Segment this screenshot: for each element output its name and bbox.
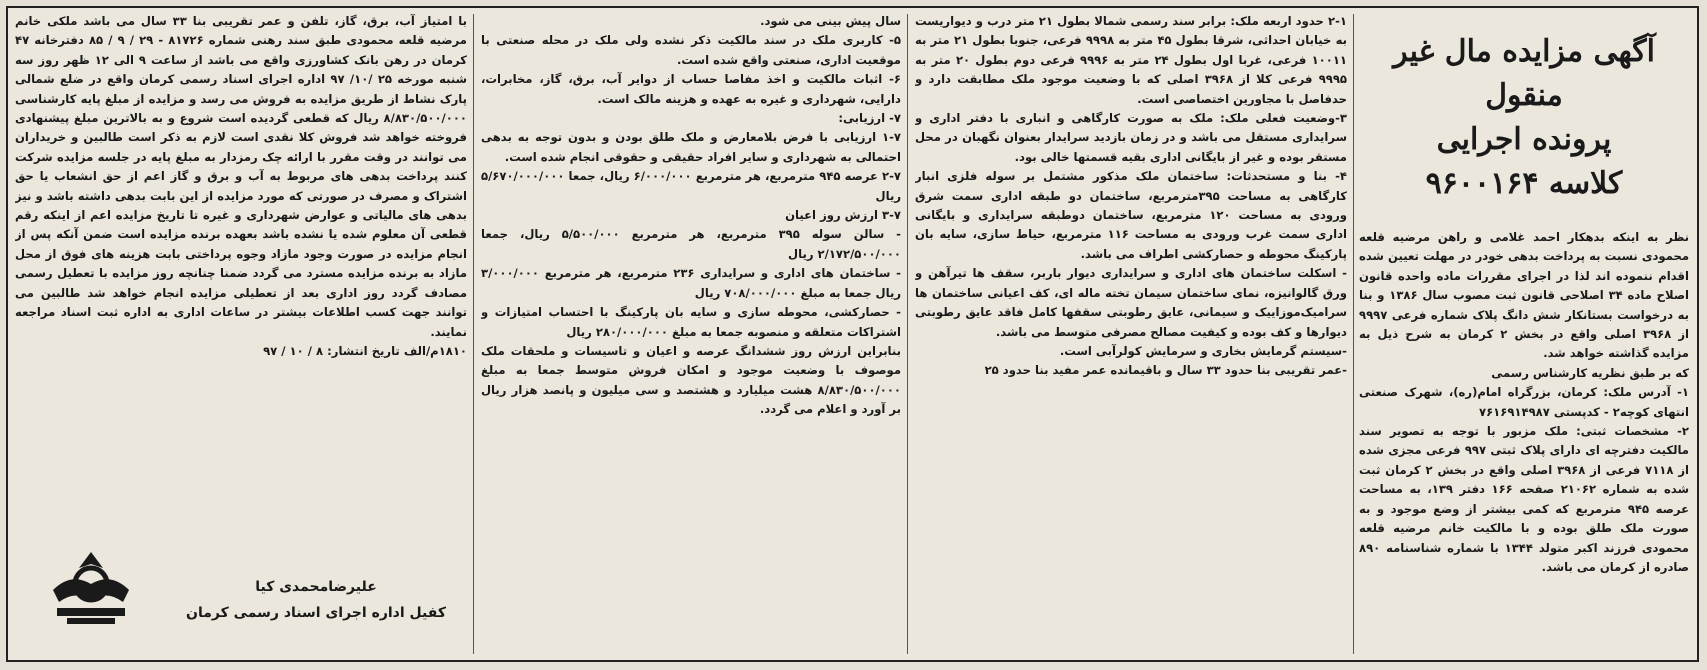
column-divider [907, 14, 908, 654]
fencing-value-paragraph: - حصارکشی، محوطه سازی و سایه بان پارکینگ با احتساب امتیازات و اشتراکات متعلقه و منصوبه جمعا به مبلغ ۲۸۰/۰۰۰/۰۰۰ ریال [481, 305, 901, 339]
heating-paragraph: -سیستم گرمایش بخاری و سرمایش کولرآبی است. [1059, 343, 1347, 358]
boundaries-paragraph: ۲-۱ حدود اربعه ملک: برابر سند رسمی شمالا بطول ۲۱ متر درب و دیواریست به خیابان احداثی، شرقا بطول ۴۵ متر به ۹۹۹۸ فرعی، جنوبا بطول ۲۱ متر به ۱۰۰۱۱ فرعی، غربا اول بطول ۲۴ متر به ۹۹۹۶ فرعی دوم بطول ۲۰ متر به ۹۹۹۵ فرعی کلا از ۳۹۶۸ اصلی که با وضعیت موجود ملک مطابقت دارد و حدفاصل با مجاورین اختصاصی است. [915, 14, 1347, 106]
land-value-paragraph: ۲-۷ عرصه ۹۴۵ مترمربع، هر مترمربع ۶/۰۰۰/۰۰۰ ریال، جمعا ۵/۶۷۰/۰۰۰/۰۰۰ ریال [481, 169, 901, 203]
intro-expert-line: که بر طبق نظریه کارشناس رسمی [1491, 365, 1689, 380]
column-left [15, 12, 467, 656]
case-number: کلاسه ۹۶۰۰۱۶۴ [1425, 166, 1623, 201]
office-value-paragraph: - ساختمان های اداری و سرایداری ۲۳۶ مترمربع، هر مترمربع ۳/۰۰۰/۰۰۰ ریال جمعا به مبلغ ۷۰۸/۰۰۰/۰۰۰ ریال [481, 266, 901, 300]
column-divider [473, 14, 474, 654]
case-label: پرونده اجرایی [1436, 122, 1612, 157]
auction-terms-paragraph: با امتیاز آب، برق، گاز، تلفن و عمر تقریبی بنا ۳۳ سال می باشد ملکی خانم مرضیه قلعه محمودی طبق سند رهنی شماره ۸۱۷۲۶ - ۲۹ / ۹ / ۸۵ دفترخانه ۴۷ کرمان در رهن بانک کشاورزی واقع می باشد از ساعت ۹ الی ۱۲ ظهر روز سه شنبه مورخه ۲۵ /۱۰/ ۹۷ اداره اجرای اسناد رسمی کرمان واقع در ضلع شمالی پارک نشاط از طریق مزایده به فروش می رسد و مزایده از مبلغ پایه کارشناسی ۸/۸۳۰/۵۰۰/۰۰۰ ریال که قطعی گردیده است شروع و به بالاترین مبلغ پیشنهادی فروخته خواهد شد فروش کلا نقدی است لازم به ذکر است طالبین و خریداران می توانند در وقت مقرر با ارائه چک رمزدار به مبلغ پایه در جلسه مزایده شرکت کنند پرداخت بدهی های مربوط به آب و برق و گاز اعم از حق انشعاب یا حق اشتراک و مصرف در صورتی که مورد مزایده از این بابت بدهی داشته باشد و نیز بدهی های مالیاتی و عوارض شهرداری و غیره تا تاریخ مزایده اعم از اینکه رقم قطعی آن معلوم شده یا نشده باشد بعهده برنده مزایده است ضمن آنکه پس از انجام مزایده در صورت وجود مازاد وجوه پرداختی بابت هزینه های فوق از محل مازاد به برنده مزایده مسترد می گردد ضمنا چنانچه روز مزایده با تعطیل رسمی مصادف گردد روز اداری بعد از تعطیلی مزایده انجام خواهد شد طالبین می توانند جهت کسب اطلاعات بیشتر در ساعات اداری به اداره ثبت اسناد مراجعه نمایند. [15, 14, 467, 339]
buildings-value-heading: ۳-۷ ارزش روز اعیان [785, 208, 901, 223]
column-center-right [915, 12, 1347, 656]
structure-paragraph: - اسکلت ساختمان های اداری و سرایداری دیوار باربر، سقف ها تیرآهن و ورق گالوانیزه، نمای ساختمان سیمان تخته ماله ای، کف اعیانی ساختمان ها سرامیک‌موزاییک و سیمانی، عایق رطوبتی سقفها کامل فاقد عایق رطوبتی دیوارها و کف بوده و کیفیت مصالح مصرفی متوسط می باشد. [915, 266, 1347, 339]
publication-date: ۱۸۱۰م/الف تاریخ انتشار: ۸ / ۱۰ / ۹۷ [263, 343, 467, 358]
valuation-heading: ۷- ارزیابی: [838, 111, 901, 126]
registry-emblem-icon [31, 546, 151, 628]
signatory-title: کفیل اداره اجرای اسناد رسمی کرمان [186, 605, 446, 621]
column-right [1359, 12, 1689, 656]
column-center-left [481, 12, 901, 656]
column-divider [1353, 14, 1354, 654]
age-paragraph: -عمر تقریبی بنا حدود ۳۳ سال و باقیمانده عمر مفید بنا حدود ۲۵ [984, 363, 1347, 378]
valuation-assumption-paragraph: ۱-۷ ارزیابی با فرض بلامعارض و ملک طلق بودن و بدون توجه به بدهی احتمالی به شهرداری و سایر افراد حقیقی و حقوقی انجام شده است. [481, 130, 901, 164]
registration-paragraph: ۲- مشخصات ثبتی: ملک مزبور با توجه به تصویر سند مالکیت دفترچه ای دارای پلاک ثبتی ۹۹۷ فرعی مجزی شده از ۷۱۱۸ فرعی از ۳۹۶۸ اصلی واقع در بخش ۲ کرمان ثبت شده به شماره ۲۱۰۶۲ صفحه ۱۶۶ دفتر ۱۳۹، به مساحت عرصه ۹۴۵ مترمربع که کمی بیشتر از وضع موجود و به صورت ملک طلق بوده و با مالکیت خانم مرضیه قلعه محمودی فرزند اکبر متولد ۱۳۴۴ با شماره شناسنامه ۸۹۰ صادره از کرمان می باشد. [1359, 424, 1689, 574]
address-paragraph: ۱- آدرس ملک: کرمان، بزرگراه امام(ره)، شهرک صنعتی انتهای کوچه۲ - کدپستی ۷۶۱۶۹۱۴۹۸۷ [1359, 385, 1689, 419]
intro-paragraph: نظر به اینکه بدهکار احمد غلامی و راهن مرضیه قلعه محمودی نسبت به پرداخت بدهی خودر در مهلت تعیین شده اقدام ننموده اند لذا در اجرای مقررات ماده واحده قانون اصلاح ماده ۳۴ اصلاحی قانون ثبت مصوب سال ۱۳۸۶ و بنا به درخواست بستانکار شش دانگ پلاک شماره فرعی ۹۹۹۷ از ۳۹۶۸ اصلی واقع در بخش ۲ کرمان به شرح ذیل به مزایده گذاشته خواهد شد. [1359, 230, 1689, 361]
current-status-paragraph: ۳-وضعیت فعلی ملک: ملک به صورت کارگاهی و انباری با دفتر اداری و سرایداری مستقل می باشد و در زمان بازدید سرایدار بعنوان نگهبان در محل مستقر بوده و غیر از بایگانی اداری بقیه قسمتها خالی بود. [915, 111, 1347, 164]
usage-paragraph: ۵- کاربری ملک در سند مالکیت ذکر نشده ولی ملک در محله صنعتی با موقعیت اداری، صنعتی واقع شده است. [481, 33, 901, 67]
newspaper-clipping [6, 6, 1699, 662]
signature-block [165, 574, 467, 626]
buildings-paragraph: ۴- بنا و مستحدثات: ساختمان ملک مذکور مشتمل بر سوله فلزی انبار کارگاهی به مساحت ۳۹۵مترمربع، ساختمان دو طبقه اداری سمت شرق ورودی به مساحت ۱۲۰ مترمربع، ساختمان دوطبقه سرایداری و بایگانی اداری سمت غرب ورودی به مساحت ۱۱۶ مترمربع، حیاط سازی، سایه بان پارکینگ محوطه و حصارکشی اطراف می باشد. [915, 169, 1347, 261]
ownership-paragraph: ۶- اثبات مالکیت و اخذ مفاصا حساب از دوایر آب، برق، گاز، مخابرات، دارایی، شهرداری و غیره به عهده و هزینه مالک است. [481, 72, 901, 106]
signatory-name: علیرضامحمدی کیا [255, 579, 377, 595]
notice-heading [1359, 30, 1689, 206]
total-value-paragraph: بنابراین ارزش روز ششدانگ عرصه و اعیان و تاسیسات و ملحقات ملک موصوف با وضعیت موجود و امکان فروش متوسط جمعا به مبلغ ۸/۸۳۰/۵۰۰/۰۰۰ هشت میلیارد و هشتصد و سی میلیون و پانصد هزار ریال بر آورد و اعلام می گردد. [481, 343, 901, 417]
notice-title: آگهی مزایده مال غیر منقول [1393, 34, 1655, 113]
shed-value-paragraph: - سالن سوله ۳۹۵ مترمربع، هر مترمربع ۵/۵۰۰/۰۰۰ ریال، جمعا ۲/۱۷۲/۵۰۰/۰۰۰ ریال [481, 227, 901, 261]
lifetime-paragraph: سال پیش بینی می شود. [760, 14, 901, 28]
